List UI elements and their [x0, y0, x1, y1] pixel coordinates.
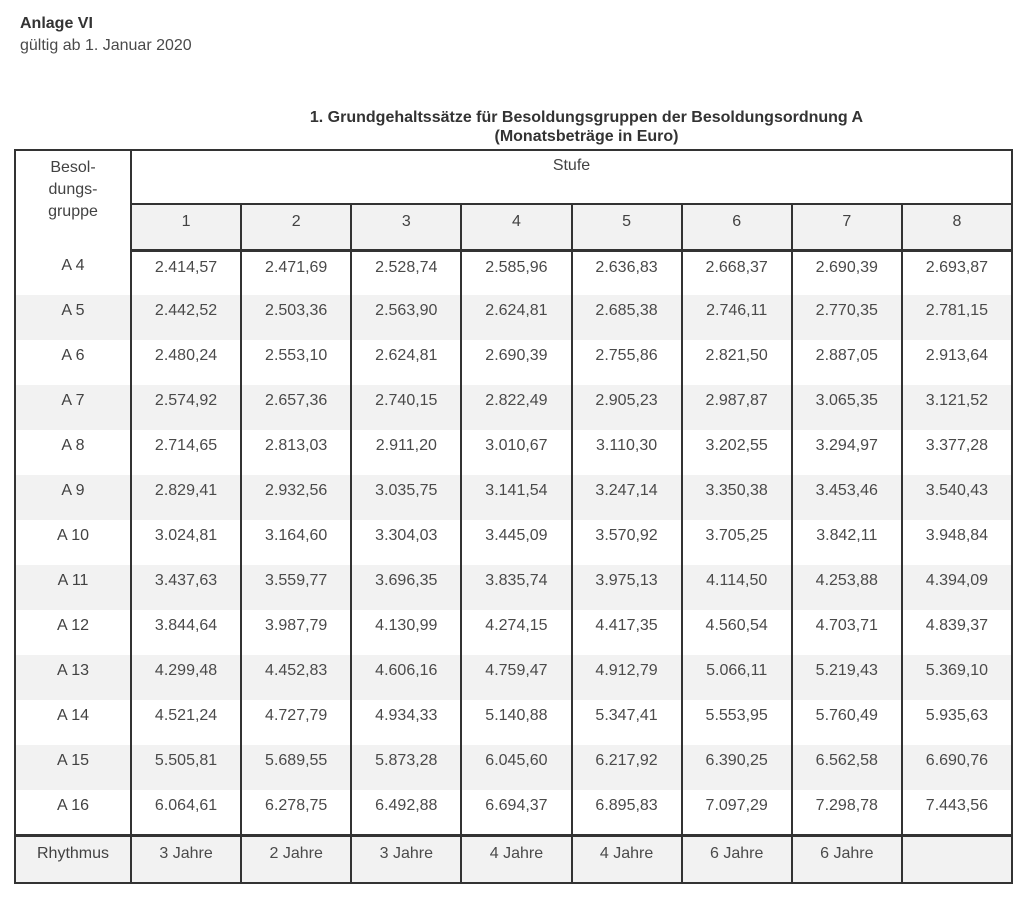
salary-value-cell: 4.560,54	[682, 610, 792, 655]
salary-value-cell: 3.035,75	[351, 475, 461, 520]
salary-value-cell: 2.740,15	[351, 385, 461, 430]
salary-value-cell: 4.299,48	[131, 655, 241, 700]
salary-value-cell: 2.563,90	[351, 295, 461, 340]
salary-value-cell: 4.452,83	[241, 655, 351, 700]
salary-value-cell: 2.813,03	[241, 430, 351, 475]
salary-value-cell: 3.844,64	[131, 610, 241, 655]
rhythm-value-cell: 3 Jahre	[351, 835, 461, 883]
rhythm-value-cell: 4 Jahre	[461, 835, 571, 883]
besoldungsgruppe-label: A 16	[15, 790, 131, 835]
salary-value-cell: 3.987,79	[241, 610, 351, 655]
besoldungsgruppe-line: Besol-	[50, 159, 96, 176]
salary-value-cell: 4.934,33	[351, 700, 461, 745]
salary-value-cell: 5.347,41	[572, 700, 682, 745]
salary-value-cell: 6.217,92	[572, 745, 682, 790]
salary-value-cell: 2.624,81	[351, 340, 461, 385]
salary-value-cell: 2.822,49	[461, 385, 571, 430]
salary-value-cell: 2.585,96	[461, 250, 571, 295]
table-row	[15, 565, 1012, 610]
salary-value-cell: 2.770,35	[792, 295, 902, 340]
salary-value-cell: 5.369,10	[902, 655, 1012, 700]
salary-value-cell: 7.097,29	[682, 790, 792, 835]
salary-value-cell: 2.714,65	[131, 430, 241, 475]
salary-value-cell: 2.480,24	[131, 340, 241, 385]
salary-value-cell: 5.873,28	[351, 745, 461, 790]
salary-value-cell: 4.759,47	[461, 655, 571, 700]
salary-value-cell: 4.727,79	[241, 700, 351, 745]
salary-value-cell: 6.562,58	[792, 745, 902, 790]
table-row	[15, 745, 1012, 790]
besoldungsgruppe-line: dungs-	[48, 181, 98, 198]
salary-value-cell: 3.696,35	[351, 565, 461, 610]
salary-value-cell: 2.905,23	[572, 385, 682, 430]
salary-value-cell: 2.746,11	[682, 295, 792, 340]
salary-value-cell: 2.693,87	[902, 250, 1012, 295]
column-header-besoldungsgruppe	[15, 150, 131, 250]
salary-value-cell: 4.703,71	[792, 610, 902, 655]
table-row	[15, 250, 1012, 295]
salary-value-cell: 3.202,55	[682, 430, 792, 475]
salary-value-cell: 4.394,09	[902, 565, 1012, 610]
stufe-number-1: 1	[131, 204, 241, 250]
salary-value-cell: 5.689,55	[241, 745, 351, 790]
besoldungsgruppe-label: A 13	[15, 655, 131, 700]
table-row	[15, 430, 1012, 475]
salary-value-cell: 4.130,99	[351, 610, 461, 655]
stufe-number-3: 3	[351, 204, 461, 250]
stufe-number-6: 6	[682, 204, 792, 250]
table-row	[15, 655, 1012, 700]
salary-value-cell: 3.437,63	[131, 565, 241, 610]
salary-value-cell: 4.253,88	[792, 565, 902, 610]
salary-value-cell: 6.064,61	[131, 790, 241, 835]
salary-table-body	[15, 250, 1012, 835]
salary-value-cell: 2.503,36	[241, 295, 351, 340]
table-row	[15, 385, 1012, 430]
rhythm-value-cell: 3 Jahre	[131, 835, 241, 883]
salary-value-cell: 3.164,60	[241, 520, 351, 565]
salary-value-cell: 2.442,52	[131, 295, 241, 340]
salary-value-cell: 2.987,87	[682, 385, 792, 430]
salary-value-cell: 3.975,13	[572, 565, 682, 610]
salary-value-cell: 5.553,95	[682, 700, 792, 745]
salary-value-cell: 5.066,11	[682, 655, 792, 700]
table-title-line1: 1. Grundgehaltssätze für Besoldungsgruppen der Besoldungsordnung A	[309, 109, 864, 126]
salary-value-cell: 3.570,92	[572, 520, 682, 565]
besoldungsgruppe-label: A 9	[15, 475, 131, 520]
header-row-stufe-numbers	[15, 204, 1012, 250]
rhythm-value-cell: 6 Jahre	[792, 835, 902, 883]
besoldungsgruppe-label: A 5	[15, 295, 131, 340]
besoldungsgruppe-label: A 12	[15, 610, 131, 655]
salary-value-cell: 3.350,38	[682, 475, 792, 520]
salary-value-cell: 3.705,25	[682, 520, 792, 565]
column-header-stufe: Stufe	[131, 150, 1012, 204]
salary-value-cell: 3.445,09	[461, 520, 571, 565]
salary-value-cell: 3.110,30	[572, 430, 682, 475]
salary-value-cell: 2.829,41	[131, 475, 241, 520]
rhythm-value-cell: 2 Jahre	[241, 835, 351, 883]
salary-value-cell: 2.624,81	[461, 295, 571, 340]
table-row	[15, 475, 1012, 520]
salary-value-cell: 2.690,39	[461, 340, 571, 385]
salary-value-cell: 6.278,75	[241, 790, 351, 835]
besoldungsgruppe-label: A 6	[15, 340, 131, 385]
salary-value-cell: 3.453,46	[792, 475, 902, 520]
salary-value-cell: 6.045,60	[461, 745, 571, 790]
table-title	[160, 108, 1013, 146]
salary-value-cell: 6.694,37	[461, 790, 571, 835]
salary-value-cell: 3.024,81	[131, 520, 241, 565]
salary-value-cell: 2.887,05	[792, 340, 902, 385]
salary-value-cell: 2.657,36	[241, 385, 351, 430]
salary-value-cell: 4.417,35	[572, 610, 682, 655]
besoldungsgruppe-label: A 7	[15, 385, 131, 430]
besoldungsgruppe-label: A 4	[15, 250, 131, 295]
salary-value-cell: 4.521,24	[131, 700, 241, 745]
table-row	[15, 790, 1012, 835]
salary-value-cell: 2.690,39	[792, 250, 902, 295]
salary-value-cell: 2.781,15	[902, 295, 1012, 340]
besoldungsgruppe-line: gruppe	[48, 203, 98, 220]
salary-value-cell: 5.219,43	[792, 655, 902, 700]
salary-value-cell: 2.821,50	[682, 340, 792, 385]
salary-value-cell: 2.913,64	[902, 340, 1012, 385]
salary-value-cell: 3.842,11	[792, 520, 902, 565]
salary-value-cell: 3.010,67	[461, 430, 571, 475]
salary-value-cell: 2.528,74	[351, 250, 461, 295]
salary-value-cell: 4.274,15	[461, 610, 571, 655]
salary-value-cell: 4.839,37	[902, 610, 1012, 655]
salary-value-cell: 3.141,54	[461, 475, 571, 520]
table-row	[15, 520, 1012, 565]
salary-value-cell: 6.390,25	[682, 745, 792, 790]
salary-value-cell: 2.574,92	[131, 385, 241, 430]
table-row	[15, 610, 1012, 655]
annex-title: Anlage VI	[20, 15, 93, 32]
salary-table	[14, 149, 1013, 884]
stufe-number-7: 7	[792, 204, 902, 250]
stufe-number-5: 5	[572, 204, 682, 250]
salary-value-cell: 6.690,76	[902, 745, 1012, 790]
salary-value-cell: 2.755,86	[572, 340, 682, 385]
salary-value-cell: 2.932,56	[241, 475, 351, 520]
besoldungsgruppe-label: A 10	[15, 520, 131, 565]
salary-value-cell: 4.912,79	[572, 655, 682, 700]
salary-value-cell: 3.065,35	[792, 385, 902, 430]
salary-value-cell: 5.935,63	[902, 700, 1012, 745]
besoldungsgruppe-label: A 11	[15, 565, 131, 610]
rhythm-row	[15, 835, 1012, 883]
table-title-line2: (Monatsbeträge in Euro)	[494, 128, 679, 145]
salary-value-cell: 5.505,81	[131, 745, 241, 790]
table-row	[15, 295, 1012, 340]
salary-value-cell: 2.636,83	[572, 250, 682, 295]
stufe-number-4: 4	[461, 204, 571, 250]
salary-value-cell: 3.304,03	[351, 520, 461, 565]
salary-value-cell: 3.540,43	[902, 475, 1012, 520]
table-row	[15, 340, 1012, 385]
header-row-stufe	[15, 150, 1012, 204]
salary-value-cell: 3.294,97	[792, 430, 902, 475]
rhythm-value-cell: 6 Jahre	[682, 835, 792, 883]
salary-value-cell: 3.835,74	[461, 565, 571, 610]
rhythm-value-cell	[902, 835, 1012, 883]
salary-value-cell: 5.760,49	[792, 700, 902, 745]
salary-value-cell: 2.685,38	[572, 295, 682, 340]
salary-value-cell: 5.140,88	[461, 700, 571, 745]
salary-value-cell: 4.606,16	[351, 655, 461, 700]
salary-value-cell: 2.414,57	[131, 250, 241, 295]
salary-value-cell: 4.114,50	[682, 565, 792, 610]
salary-value-cell: 2.668,37	[682, 250, 792, 295]
salary-value-cell: 6.492,88	[351, 790, 461, 835]
salary-value-cell: 2.553,10	[241, 340, 351, 385]
table-row	[15, 700, 1012, 745]
salary-value-cell: 3.559,77	[241, 565, 351, 610]
stufe-number-8: 8	[902, 204, 1012, 250]
salary-value-cell: 6.895,83	[572, 790, 682, 835]
stufe-number-2: 2	[241, 204, 351, 250]
besoldungsgruppe-label: A 15	[15, 745, 131, 790]
salary-value-cell: 7.298,78	[792, 790, 902, 835]
salary-value-cell: 7.443,56	[902, 790, 1012, 835]
salary-value-cell: 3.948,84	[902, 520, 1012, 565]
salary-value-cell: 3.247,14	[572, 475, 682, 520]
salary-value-cell: 3.377,28	[902, 430, 1012, 475]
besoldungsgruppe-label: A 8	[15, 430, 131, 475]
valid-from-date: gültig ab 1. Januar 2020	[20, 37, 192, 54]
document-header	[20, 13, 1013, 57]
rhythm-value-cell: 4 Jahre	[572, 835, 682, 883]
salary-value-cell: 2.911,20	[351, 430, 461, 475]
salary-value-cell: 2.471,69	[241, 250, 351, 295]
salary-value-cell: 3.121,52	[902, 385, 1012, 430]
rhythm-label: Rhythmus	[15, 835, 131, 883]
besoldungsgruppe-label: A 14	[15, 700, 131, 745]
